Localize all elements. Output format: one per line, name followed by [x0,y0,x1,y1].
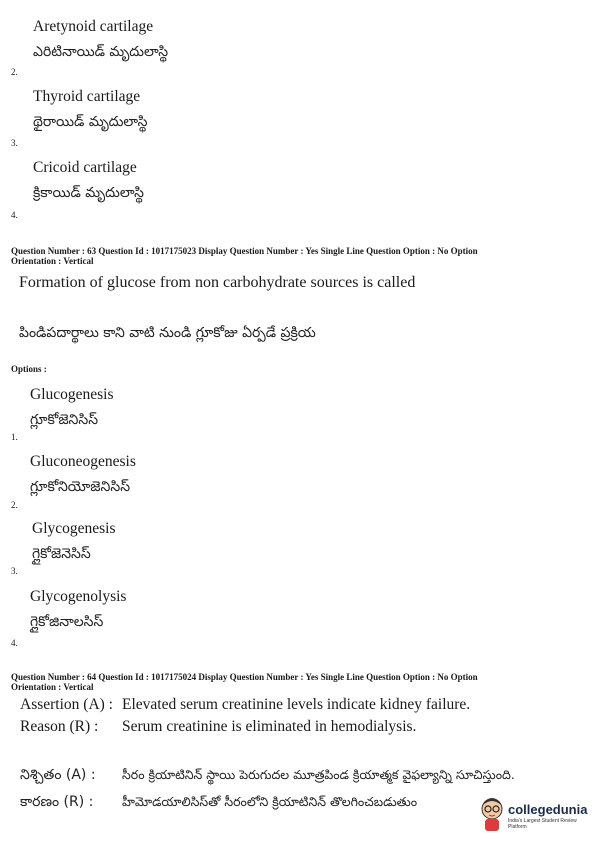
option-text-telugu: థైరాయిడ్ మృదులాస్థి [33,114,148,130]
option-text: Thyroid cartilage [33,88,141,105]
question-header: Question Number : 64 Question Id : 1017175024 Display Question Number : Yes Single Line Question Option : No Option [11,672,478,682]
collegedunia-logo [478,796,590,836]
logo-name: collegedunia [508,802,588,817]
question-text-telugu: పిండిపదార్థాలు కాని వాటి నుండి గ్లూకోజు ఏర్పడే ప్రక్రియ [19,325,316,341]
question-orientation: Orientation : Vertical [11,682,94,692]
question-text: Formation of glucose from non carbohydrate sources is called [19,274,416,291]
reason-label-telugu: కారణం (R) : [20,794,94,810]
option-number: 2. [11,500,18,510]
option-number: 3. [11,138,18,148]
assertion-label: Assertion (A) : [20,696,113,713]
options-label: Options : [11,364,47,374]
assertion-text: Elevated serum creatinine levels indicate kidney failure. [122,696,471,713]
option-text: Cricoid cartilage [33,159,137,176]
option-text-telugu: గ్లూకోనియోజెనిసిస్ [30,479,131,495]
option-number: 4. [11,210,18,220]
option-text-telugu: గ్లైకోజినాలసిస్ [30,614,104,630]
option-text-telugu: గ్లైకోజెనెసిస్ [32,546,91,562]
option-text-telugu: క్రికాయిడ్ మృదులాస్థి [33,185,144,201]
assertion-label-telugu: నిశ్చితం (A) : [20,767,96,783]
option-number: 3. [11,566,18,576]
logo-tagline: India's Largest Student Review Platform [508,818,577,830]
question-orientation: Orientation : Vertical [11,256,94,266]
option-text: Gluconeogenesis [30,453,136,470]
reason-text: Serum creatinine is eliminated in hemodialysis. [122,718,417,735]
option-number: 4. [11,638,18,648]
option-text: Glycogenesis [32,520,116,537]
assertion-text-telugu: సీరం క్రియాటినిన్ స్థాయి పెరుగుదల మూత్రపిండ క్రియాత్మక వైఫల్యాన్ని సూచిస్తుంది. [122,767,515,782]
option-text: Glucogenesis [30,386,114,403]
option-number: 1. [11,432,18,442]
mascot-icon [478,796,506,832]
option-text-telugu: ఎరిటినాయిడ్ మృదులాస్థి [33,44,169,60]
option-text-telugu: గ్లూకోజెనిసిస్ [30,412,99,428]
reason-label: Reason (R) : [20,718,99,735]
option-text: Glycogenolysis [30,588,127,605]
option-number: 2. [11,67,18,77]
option-text: Aretynoid cartilage [33,18,154,35]
question-header: Question Number : 63 Question Id : 1017175023 Display Question Number : Yes Single Line Question Option : No Option [11,246,478,256]
reason-text-telugu: హీమోడయాలిసిస్‌తో సీరంలోని క్రియాటినిన్ తొలగించబడుతుం [122,794,418,809]
